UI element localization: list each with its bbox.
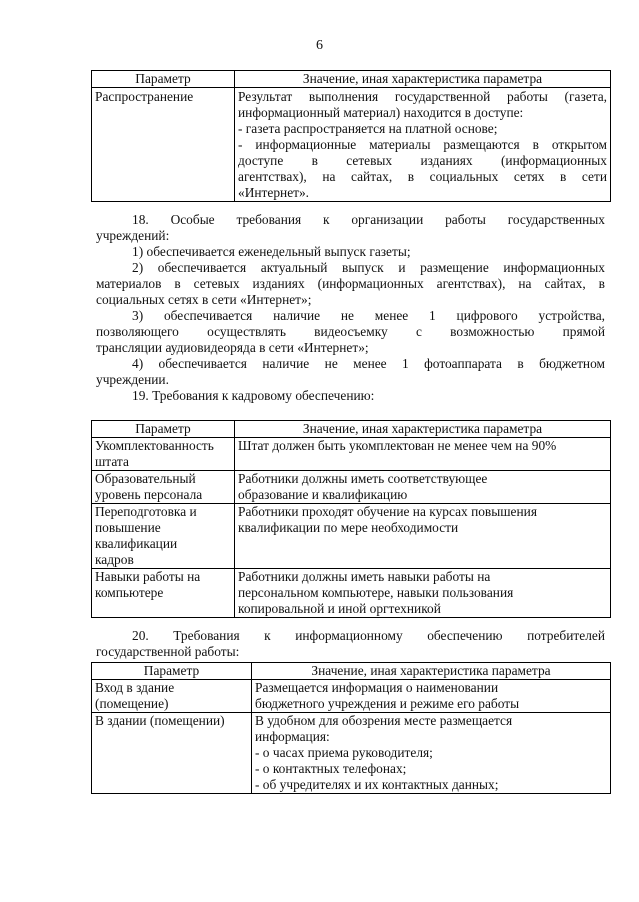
value-line: квалификации по мере необходимости — [238, 520, 459, 535]
value-line: доступе в сетевых изданиях (информационных — [238, 153, 607, 168]
param-line: В здании (помещении) — [95, 713, 225, 728]
value-line: Работники проходят обучение на курсах повышения — [238, 504, 537, 519]
page-number: 6 — [316, 38, 323, 53]
column-header-value: Значение, иная характеристика параметра — [235, 71, 611, 88]
param-line: штата — [95, 454, 129, 469]
param-line: Образовательный — [95, 471, 196, 486]
value-cell — [235, 438, 611, 471]
section-18-heading-cont: учреждений: — [96, 228, 170, 243]
value-line: - газета распространяется на платной основе; — [238, 121, 498, 136]
value-line: - о контактных телефонах; — [255, 761, 407, 776]
param-cell — [92, 713, 252, 794]
section-18-item-4-line: учреждении. — [96, 372, 169, 387]
param-line: Укомплектованность — [95, 438, 214, 453]
table-row — [92, 504, 611, 569]
table-row — [92, 88, 611, 202]
section-18-item-2: 2) обеспечивается актуальный выпуск и размещение информационных — [132, 260, 605, 275]
value-line: информационный материал) находится в доступе: — [238, 105, 524, 120]
value-line: Размещается информация о наименовании — [255, 680, 499, 695]
param-text: Распространение — [95, 89, 194, 104]
value-line: Штат должен быть укомплектован не менее чем на 90% — [238, 438, 557, 453]
column-header-param: Параметр — [92, 663, 252, 680]
value-cell — [235, 471, 611, 504]
value-line: - информационные материалы размещаются в открытом — [238, 137, 607, 152]
value-line: агентствах), на сайтах, в социальных сетях в сети — [238, 169, 607, 184]
value-line: Результат выполнения государственной работы (газета, — [238, 89, 607, 104]
param-cell — [92, 471, 235, 504]
value-line: Работники должны иметь навыки работы на — [238, 569, 491, 584]
section-18-item-2-line: материалов в сетевых изданиях (информационных агентствах), на сайтах, в — [96, 276, 605, 291]
value-line: информация: — [255, 729, 330, 744]
section-18-item-3-line: трансляции аудиовидеоряда в сети «Интернет»; — [96, 340, 369, 355]
param-line: повышение — [95, 520, 161, 535]
value-line: «Интернет». — [238, 185, 310, 200]
param-line: Навыки работы на — [95, 569, 201, 584]
value-cell — [252, 713, 611, 794]
table-row — [92, 713, 611, 794]
table-header-row — [92, 421, 611, 438]
param-cell — [92, 680, 252, 713]
table-row — [92, 471, 611, 504]
value-line: - об учредителях и их контактных данных; — [255, 777, 499, 792]
value-line: - о часах приема руководителя; — [255, 745, 433, 760]
table-row — [92, 680, 611, 713]
value-line: бюджетного учреждения и режиме его работы — [255, 696, 520, 711]
section-20-heading: 20. Требования к информационному обеспечению потребителей — [132, 628, 605, 643]
value-cell — [235, 504, 611, 569]
section-18-heading: 18. Особые требования к организации работы государственных — [132, 212, 605, 227]
param-line: кадров — [95, 552, 134, 567]
table-header-row — [92, 663, 611, 680]
column-header-value: Значение, иная характеристика параметра — [235, 421, 611, 438]
section-20-heading-cont: государственной работы: — [96, 644, 240, 659]
param-cell — [92, 504, 235, 569]
param-line: Вход в здание — [95, 680, 175, 695]
value-line: Работники должны иметь соответствующее — [238, 471, 488, 486]
param-cell — [92, 88, 235, 202]
value-line: персональном компьютере, навыки пользования — [238, 585, 514, 600]
section-19-heading: 19. Требования к кадровому обеспечению: — [132, 388, 375, 403]
section-18-item-2-line: социальных сетях в сети «Интернет»; — [96, 292, 312, 307]
section-18-item-3-line: позволяющего осуществлять видеосъемку с возможностью прямой — [96, 324, 605, 339]
table-row — [92, 569, 611, 618]
section-18-item-4: 4) обеспечивается наличие не менее 1 фотоаппарата в бюджетном — [132, 356, 605, 371]
distribution-table — [91, 70, 611, 202]
column-header-param: Параметр — [92, 421, 235, 438]
table-header-row — [92, 71, 611, 88]
section-18-item-1: 1) обеспечивается еженедельный выпуск газеты; — [132, 244, 411, 259]
param-line: (помещение) — [95, 696, 169, 711]
value-cell — [235, 88, 611, 202]
table-row — [92, 438, 611, 471]
staffing-table — [91, 420, 611, 618]
param-line: квалификации — [95, 536, 178, 551]
param-cell — [92, 569, 235, 618]
param-line: Переподготовка и — [95, 504, 197, 519]
column-header-value: Значение, иная характеристика параметра — [252, 663, 611, 680]
section-18 — [96, 212, 605, 404]
param-cell — [92, 438, 235, 471]
section-20 — [96, 628, 605, 660]
value-line: образование и квалификацию — [238, 487, 408, 502]
info-table — [91, 662, 611, 794]
value-line: копировальной и иной оргтехникой — [238, 601, 441, 616]
section-18-item-3: 3) обеспечивается наличие не менее 1 цифрового устройства, — [132, 308, 605, 323]
param-line: компьютере — [95, 585, 164, 600]
value-cell — [235, 569, 611, 618]
value-cell — [252, 680, 611, 713]
column-header-param: Параметр — [92, 71, 235, 88]
param-line: уровень персонала — [95, 487, 203, 502]
value-line: В удобном для обозрения месте размещается — [255, 713, 513, 728]
